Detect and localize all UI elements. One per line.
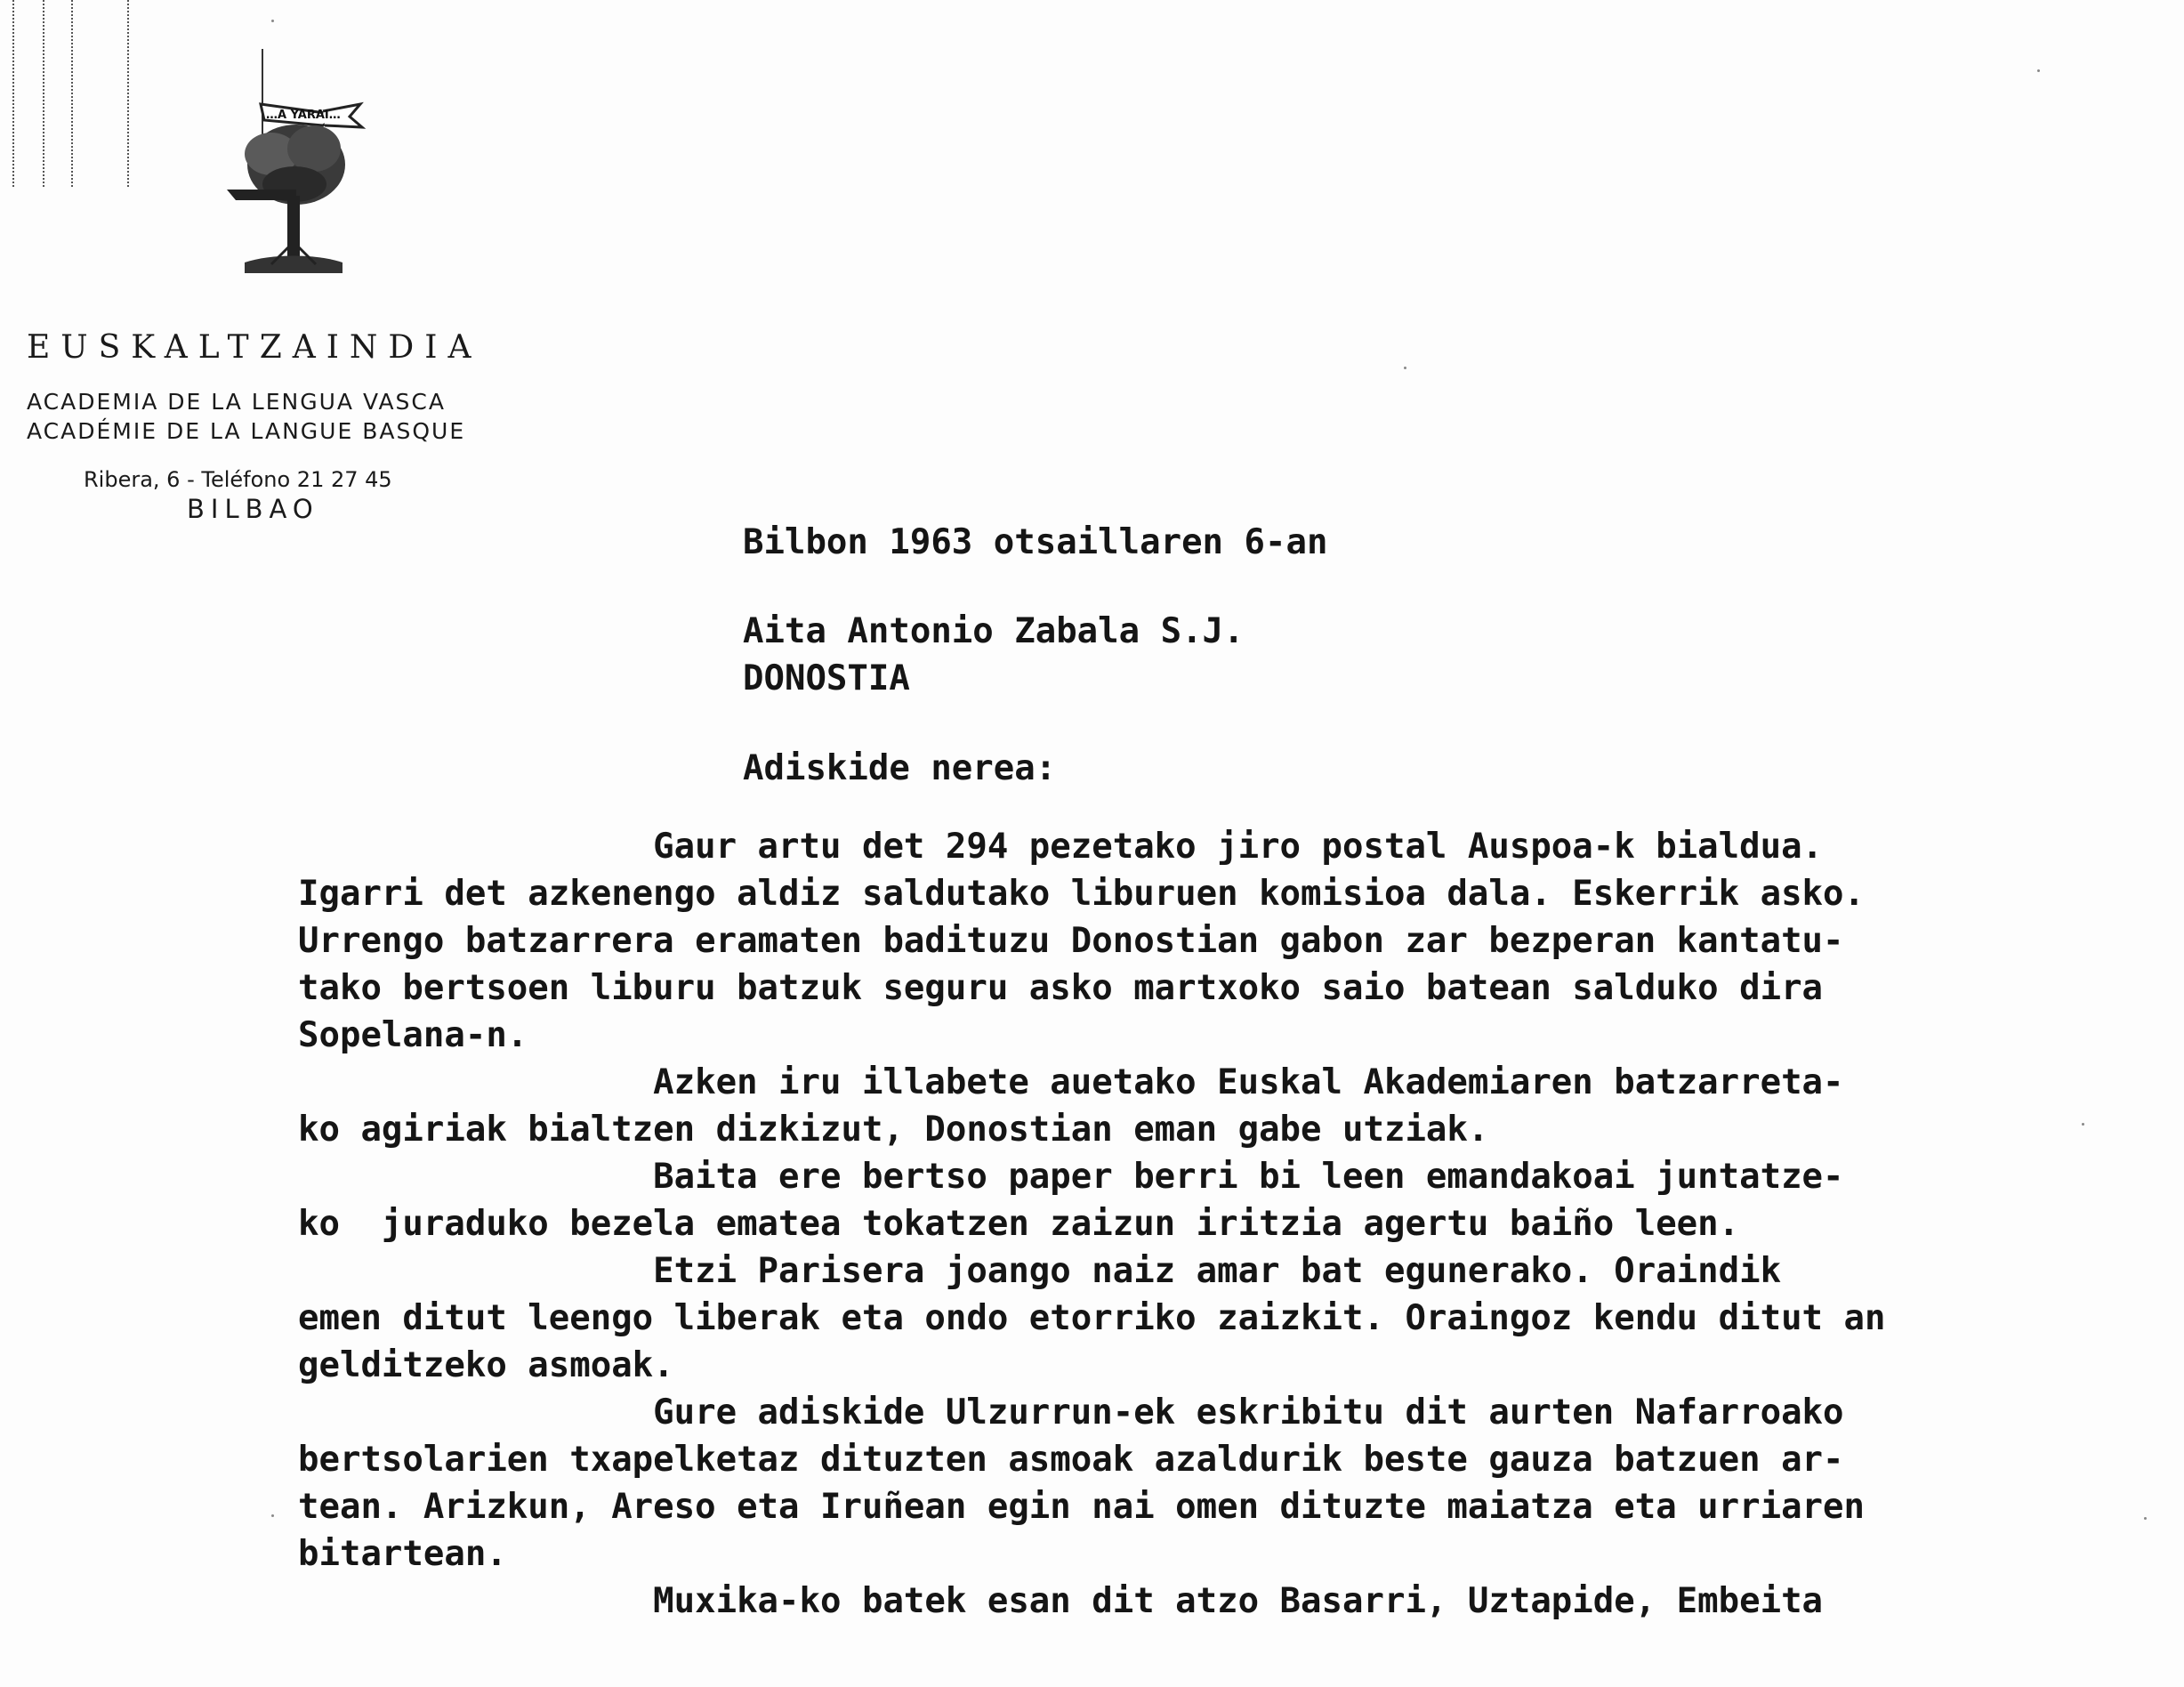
body-line: ko juraduko bezela ematea tokatzen zaizun iritzia agertu baiño leen. [298,1204,1740,1244]
body-line: Baita ere bertso paper berri bi leen emandakoai juntatze- [298,1157,1844,1197]
body-line: tean. Arizkun, Areso eta Iruñean egin nai omen dituzte maiatza eta urriaren [298,1487,1865,1527]
paper-speck [2082,1123,2084,1126]
body-line: gelditzeko asmoak. [298,1345,674,1385]
letter-date: Bilbon 1963 otsaillaren 6-an [743,522,1328,562]
recipient-block [743,608,1245,702]
recipient-city: DONOSTIA [743,658,910,698]
paper-speck [271,1514,274,1517]
organization-subtitle-es: ACADEMIA DE LA LENGUA VASCA [27,389,446,415]
body-line: ko agiriak bialtzen dizkizut, Donostian eman gabe utziak. [298,1110,1489,1150]
body-line: Muxika-ko batek esan dit atzo Basarri, Uztapide, Embeita [298,1581,1824,1621]
organization-city: BILBAO [187,494,319,524]
paper-speck [2144,1517,2147,1520]
body-line: tako bertsoen liburu batzuk seguru asko martxoko saio batean salduko dira [298,968,1824,1008]
organization-name: EUSKALTZAINDIA [27,329,482,366]
body-line: Gaur artu det 294 pezetako jiro postal Auspoa-k bialdua. [298,827,1824,867]
body-line: bertsolarien txapelketaz dituzten asmoak azaldurik beste gauza batzuen ar- [298,1440,1844,1480]
body-line: Igarri det azkenengo aldiz saldutako liburuen komisioa dala. Eskerrik asko. [298,874,1865,914]
letterhead [27,329,525,524]
emblem-banner-text: …A YARAI… [266,109,341,122]
binder-punch-marks [0,0,142,191]
letter-greeting: Adiskide nerea: [743,748,1057,788]
paper-speck [271,20,274,22]
organization-subtitle-fr: ACADÉMIE DE LA LANGUE BASQUE [27,418,466,444]
paper-speck [2037,69,2040,72]
body-line: Sopelana-n. [298,1015,528,1055]
organization-address: Ribera, 6 - Teléfono 21 27 45 [84,467,392,492]
body-line: Etzi Parisera joango naiz amar bat egunerako. Oraindik [298,1251,1782,1291]
academy-tree-emblem [209,40,387,289]
letter-body [298,823,1885,1625]
body-line: Azken iru illabete auetako Euskal Akademiaren batzarreta- [298,1062,1844,1102]
body-line: Gure adiskide Ulzurrun-ek eskribitu dit aurten Nafarroako [298,1392,1844,1433]
body-line: emen ditut leengo liberak eta ondo etorriko zaizkit. Oraingoz kendu ditut an [298,1298,1886,1338]
recipient-name: Aita Antonio Zabala S.J. [743,611,1245,651]
body-line: Urrengo batzarrera eramaten badituzu Donostian gabon zar bezperan kantatu- [298,921,1844,961]
body-line: bitartean. [298,1534,507,1574]
paper-speck [1404,367,1406,369]
